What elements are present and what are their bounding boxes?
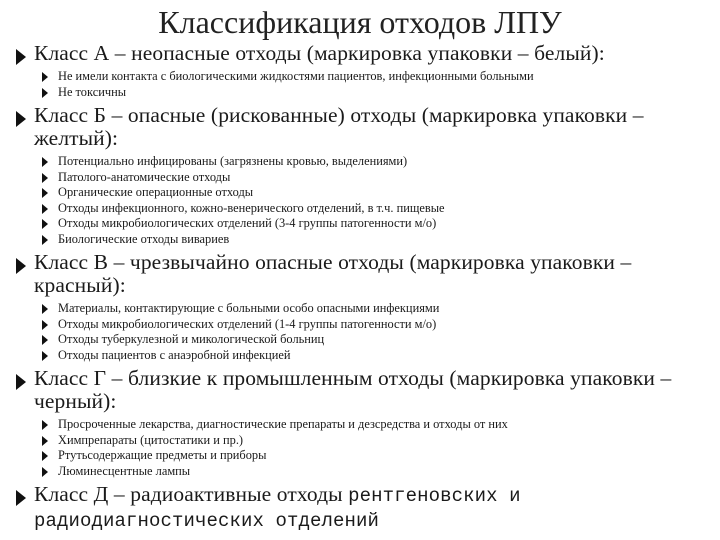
- list-item: Патолого-анатомические отходы: [42, 170, 706, 186]
- list-item: Биологические отходы вивариев: [42, 232, 706, 248]
- bullet-triangle-icon: [42, 188, 48, 198]
- bullet-triangle-icon: [42, 420, 48, 430]
- bullet-triangle-icon: [16, 490, 26, 506]
- list-item: Не имели контакта с биологическими жидкостями пациентов, инфекционными больными: [42, 69, 706, 85]
- list-item: Не токсичны: [42, 85, 706, 101]
- class-d-heading: [16, 483, 706, 533]
- bullet-triangle-icon: [42, 88, 48, 98]
- bullet-triangle-icon: [16, 258, 26, 274]
- class-b-list: [16, 154, 706, 247]
- bullet-triangle-icon: [16, 49, 26, 65]
- class-v-title: Класс В – чрезвычайно опасные отходы (маркировка упаковки – красный):: [34, 250, 632, 297]
- bullet-triangle-icon: [42, 351, 48, 361]
- class-a-list: [16, 69, 706, 100]
- list-item: Ртутьсодержащие предметы и приборы: [42, 448, 706, 464]
- page-title: Классификация отходов ЛПУ: [158, 4, 562, 40]
- bullet-triangle-icon: [42, 467, 48, 477]
- list-item: Органические операционные отходы: [42, 185, 706, 201]
- bullet-triangle-icon: [16, 111, 26, 127]
- list-item: Отходы инфекционного, кожно-венерического отделений, в т.ч. пищевые: [42, 201, 706, 217]
- list-item: Отходы микробиологических отделений (3-4 группы патогенности м/о): [42, 216, 706, 232]
- class-d-title: Класс Д – радиоактивные отходы рентгеновских и радиодиагностических отделений: [34, 482, 521, 532]
- bullet-triangle-icon: [42, 173, 48, 183]
- list-item: Потенциально инфицированы (загрязнены кровью, выделениями): [42, 154, 706, 170]
- content-area: [16, 42, 706, 533]
- list-item: Отходы туберкулезной и микологической больниц: [42, 332, 706, 348]
- bullet-triangle-icon: [42, 219, 48, 229]
- class-g-heading: [16, 367, 706, 413]
- bullet-triangle-icon: [42, 235, 48, 245]
- class-g-title: Класс Г – близкие к промышленным отходы (маркировка упаковки – черный):: [34, 366, 672, 413]
- class-b-title: Класс Б – опасные (рискованные) отходы (маркировка упаковки – желтый):: [34, 103, 644, 150]
- bullet-triangle-icon: [42, 304, 48, 314]
- bullet-triangle-icon: [42, 204, 48, 214]
- list-item: Люминесцентные лампы: [42, 464, 706, 480]
- class-v-heading: [16, 251, 706, 297]
- bullet-triangle-icon: [42, 320, 48, 330]
- list-item: Отходы микробиологических отделений (1-4 группы патогенности м/о): [42, 317, 706, 333]
- list-item: Материалы, контактирующие с больными особо опасными инфекциями: [42, 301, 706, 317]
- bullet-triangle-icon: [42, 436, 48, 446]
- bullet-triangle-icon: [16, 374, 26, 390]
- bullet-triangle-icon: [42, 72, 48, 82]
- bullet-triangle-icon: [42, 157, 48, 167]
- class-g-list: [16, 417, 706, 479]
- class-a-title: Класс А – неопасные отходы (маркировка упаковки – белый):: [34, 41, 605, 65]
- bullet-triangle-icon: [42, 451, 48, 461]
- list-item: Химпрепараты (цитостатики и пр.): [42, 433, 706, 449]
- list-item: Отходы пациентов с анаэробной инфекцией: [42, 348, 706, 364]
- class-v-list: [16, 301, 706, 363]
- class-b-heading: [16, 104, 706, 150]
- bullet-triangle-icon: [42, 335, 48, 345]
- class-a-heading: [16, 42, 706, 65]
- list-item: Просроченные лекарства, диагностические препараты и дезсредства и отходы от них: [42, 417, 706, 433]
